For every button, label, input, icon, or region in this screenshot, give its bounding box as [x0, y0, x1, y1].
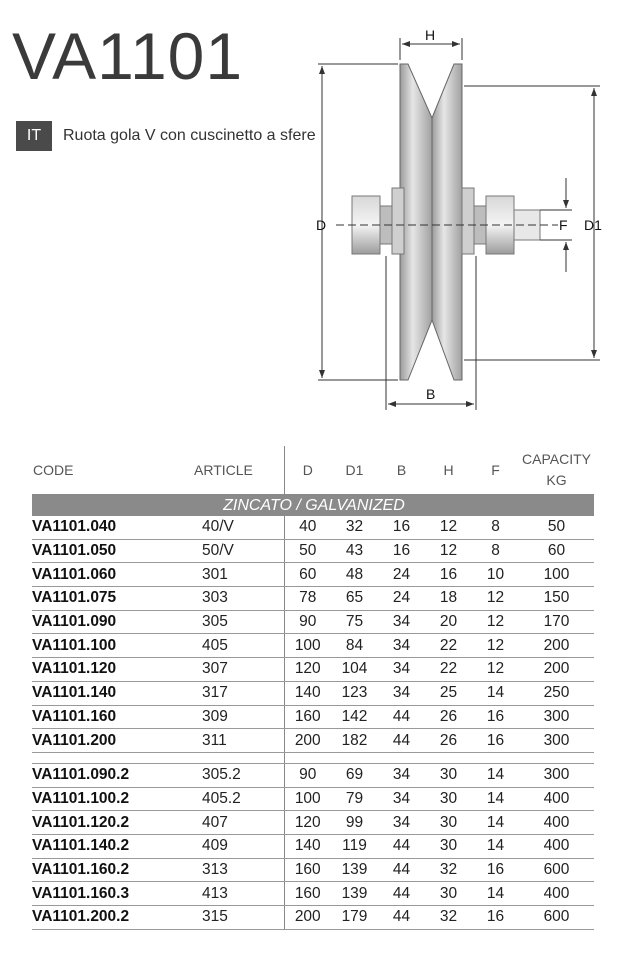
cell-article: 315 — [192, 906, 284, 930]
table-row — [32, 610, 594, 634]
table-header-row — [32, 446, 594, 495]
cell-cap: 400 — [519, 882, 594, 906]
cell-b: 44 — [378, 882, 425, 906]
group-separator — [32, 752, 594, 763]
cell-code: VA1101.090 — [32, 610, 192, 634]
cell-b: 24 — [378, 587, 425, 611]
cell-h: 22 — [425, 658, 472, 682]
cell-cap: 170 — [519, 610, 594, 634]
wheel-shape — [400, 64, 432, 380]
cell-d1: 179 — [331, 906, 378, 930]
cell-article: 405.2 — [192, 787, 284, 811]
cell-code: VA1101.160.3 — [32, 882, 192, 906]
cell-h: 22 — [425, 634, 472, 658]
cell-f: 8 — [472, 539, 519, 563]
dim-d1-label: D1 — [584, 217, 602, 233]
cell-code: VA1101.140.2 — [32, 834, 192, 858]
cell-d1: 142 — [331, 705, 378, 729]
header-capacity — [519, 446, 594, 495]
cell-cap: 250 — [519, 681, 594, 705]
cell-cap: 300 — [519, 763, 594, 787]
cell-d1: 123 — [331, 681, 378, 705]
cell-d: 78 — [284, 587, 331, 611]
cell-cap: 50 — [519, 516, 594, 539]
table-row — [32, 587, 594, 611]
cell-d1: 79 — [331, 787, 378, 811]
cell-f: 12 — [472, 610, 519, 634]
cell-b: 44 — [378, 906, 425, 930]
cell-b: 34 — [378, 634, 425, 658]
cell-h: 32 — [425, 906, 472, 930]
cell-b: 44 — [378, 705, 425, 729]
cell-cap: 60 — [519, 539, 594, 563]
cell-d1: 104 — [331, 658, 378, 682]
cell-d1: 65 — [331, 587, 378, 611]
cell-f: 14 — [472, 681, 519, 705]
cell-d: 100 — [284, 787, 331, 811]
table-row — [32, 634, 594, 658]
cell-b: 44 — [378, 834, 425, 858]
product-description: Ruota gola V con cuscinetto a sfere — [63, 127, 316, 144]
cell-cap: 300 — [519, 705, 594, 729]
cell-d1: 139 — [331, 882, 378, 906]
cell-h: 26 — [425, 729, 472, 753]
cell-f: 10 — [472, 563, 519, 587]
dim-h-label: H — [425, 27, 436, 43]
cell-d1: 182 — [331, 729, 378, 753]
cell-f: 14 — [472, 787, 519, 811]
cell-f: 14 — [472, 834, 519, 858]
cell-b: 44 — [378, 858, 425, 882]
cell-h: 25 — [425, 681, 472, 705]
cell-b: 16 — [378, 539, 425, 563]
table-row — [32, 729, 594, 753]
cell-code: VA1101.090.2 — [32, 763, 192, 787]
cell-d: 120 — [284, 658, 331, 682]
table-row — [32, 882, 594, 906]
header-d1: D1 — [331, 446, 378, 495]
cell-article: 313 — [192, 858, 284, 882]
cell-cap: 400 — [519, 834, 594, 858]
cell-cap: 100 — [519, 563, 594, 587]
cell-f: 12 — [472, 587, 519, 611]
cell-cap: 150 — [519, 587, 594, 611]
cell-b: 16 — [378, 516, 425, 539]
cell-cap: 300 — [519, 729, 594, 753]
cell-article: 317 — [192, 681, 284, 705]
cell-h: 18 — [425, 587, 472, 611]
cell-article: 407 — [192, 811, 284, 835]
cell-code: VA1101.100.2 — [32, 787, 192, 811]
cell-b: 34 — [378, 787, 425, 811]
cell-code: VA1101.200 — [32, 729, 192, 753]
cell-h: 12 — [425, 516, 472, 539]
cell-b: 34 — [378, 658, 425, 682]
dim-f-label: F — [559, 217, 568, 233]
cell-f: 12 — [472, 634, 519, 658]
cell-d: 40 — [284, 516, 331, 539]
cell-d1: 84 — [331, 634, 378, 658]
cell-d: 90 — [284, 763, 331, 787]
cell-d: 140 — [284, 681, 331, 705]
table-row — [32, 763, 594, 787]
table-body — [32, 495, 594, 930]
cell-d1: 75 — [331, 610, 378, 634]
cell-d: 100 — [284, 634, 331, 658]
cell-article: 40/V — [192, 516, 284, 539]
cell-d: 200 — [284, 729, 331, 753]
page-title: VA1101 — [12, 19, 244, 93]
header-d: D — [284, 446, 331, 495]
cell-b: 34 — [378, 763, 425, 787]
cell-article: 409 — [192, 834, 284, 858]
cell-article: 305 — [192, 610, 284, 634]
cell-f: 16 — [472, 906, 519, 930]
table-row — [32, 906, 594, 930]
cell-h: 16 — [425, 563, 472, 587]
cell-f: 8 — [472, 516, 519, 539]
table-row — [32, 834, 594, 858]
cell-d: 120 — [284, 811, 331, 835]
cell-d: 60 — [284, 563, 331, 587]
table-row — [32, 563, 594, 587]
cell-f: 16 — [472, 705, 519, 729]
cell-cap: 600 — [519, 858, 594, 882]
cell-article: 303 — [192, 587, 284, 611]
cell-d1: 119 — [331, 834, 378, 858]
cell-d1: 69 — [331, 763, 378, 787]
cell-cap: 400 — [519, 787, 594, 811]
cell-h: 30 — [425, 834, 472, 858]
cell-code: VA1101.060 — [32, 563, 192, 587]
cell-d: 140 — [284, 834, 331, 858]
category-label: ZINCATO / GALVANIZED — [32, 495, 594, 517]
cell-h: 32 — [425, 858, 472, 882]
header-b: B — [378, 446, 425, 495]
table-row — [32, 539, 594, 563]
cell-d: 160 — [284, 858, 331, 882]
cell-code: VA1101.200.2 — [32, 906, 192, 930]
dim-d-label: D — [316, 217, 327, 233]
specs-table — [32, 446, 594, 930]
cell-f: 16 — [472, 858, 519, 882]
cell-d1: 43 — [331, 539, 378, 563]
dim-b-label: B — [426, 386, 436, 402]
cell-code: VA1101.120.2 — [32, 811, 192, 835]
table-row — [32, 858, 594, 882]
cell-h: 30 — [425, 787, 472, 811]
cell-d1: 32 — [331, 516, 378, 539]
cell-article: 311 — [192, 729, 284, 753]
cell-h: 30 — [425, 882, 472, 906]
cell-h: 20 — [425, 610, 472, 634]
table-row — [32, 811, 594, 835]
cell-h: 30 — [425, 811, 472, 835]
cell-article: 309 — [192, 705, 284, 729]
cell-cap: 200 — [519, 658, 594, 682]
cell-article: 305.2 — [192, 763, 284, 787]
header-h: H — [425, 446, 472, 495]
cell-code: VA1101.160.2 — [32, 858, 192, 882]
header-f: F — [472, 446, 519, 495]
cell-f: 14 — [472, 882, 519, 906]
cell-code: VA1101.050 — [32, 539, 192, 563]
cell-f: 16 — [472, 729, 519, 753]
cell-cap: 400 — [519, 811, 594, 835]
cell-h: 30 — [425, 763, 472, 787]
cell-article: 301 — [192, 563, 284, 587]
cell-b: 34 — [378, 610, 425, 634]
cell-code: VA1101.140 — [32, 681, 192, 705]
cell-h: 12 — [425, 539, 472, 563]
cell-article: 50/V — [192, 539, 284, 563]
header-capacity-label: CAPACITY — [522, 451, 591, 467]
cell-b: 34 — [378, 811, 425, 835]
table-row — [32, 705, 594, 729]
cell-article: 413 — [192, 882, 284, 906]
header-code: CODE — [32, 446, 192, 495]
cell-cap: 200 — [519, 634, 594, 658]
cell-d1: 139 — [331, 858, 378, 882]
cell-d: 50 — [284, 539, 331, 563]
cell-article: 405 — [192, 634, 284, 658]
cell-d: 160 — [284, 882, 331, 906]
cell-b: 44 — [378, 729, 425, 753]
cell-f: 14 — [472, 811, 519, 835]
table-row — [32, 516, 594, 539]
header-capacity-unit: KG — [546, 472, 567, 488]
cell-b: 34 — [378, 681, 425, 705]
table-row — [32, 787, 594, 811]
cell-code: VA1101.100 — [32, 634, 192, 658]
cell-h: 26 — [425, 705, 472, 729]
cell-d1: 48 — [331, 563, 378, 587]
wheel-technical-drawing — [300, 20, 610, 420]
cell-b: 24 — [378, 563, 425, 587]
cell-d: 90 — [284, 610, 331, 634]
table-row — [32, 658, 594, 682]
cell-f: 14 — [472, 763, 519, 787]
language-badge: IT — [16, 121, 52, 151]
cell-code: VA1101.075 — [32, 587, 192, 611]
table-row — [32, 681, 594, 705]
cell-cap: 600 — [519, 906, 594, 930]
cell-f: 12 — [472, 658, 519, 682]
category-row — [32, 495, 594, 517]
cell-d1: 99 — [331, 811, 378, 835]
header-article: ARTICLE — [192, 446, 284, 495]
cell-code: VA1101.040 — [32, 516, 192, 539]
cell-d: 200 — [284, 906, 331, 930]
cell-code: VA1101.120 — [32, 658, 192, 682]
cell-article: 307 — [192, 658, 284, 682]
cell-code: VA1101.160 — [32, 705, 192, 729]
cell-d: 160 — [284, 705, 331, 729]
